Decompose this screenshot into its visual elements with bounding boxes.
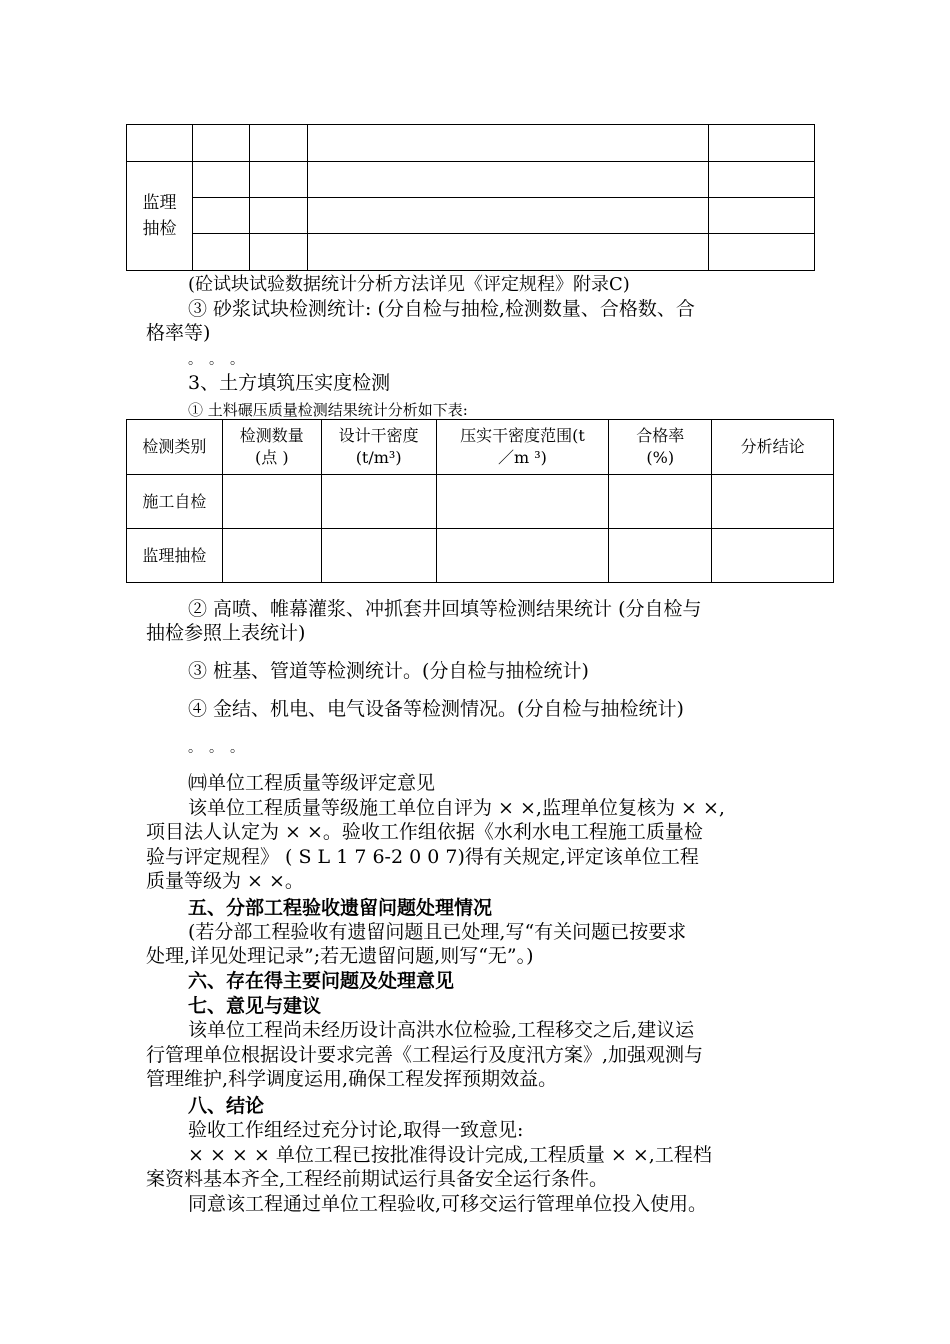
table-cell — [709, 162, 815, 198]
section7-text: 行管理单位根据设计要求完善《工程运行及度汛方案》,加强观测与 — [146, 1044, 704, 1066]
table-cell — [192, 125, 249, 162]
header-text: (t/m³) — [355, 448, 402, 467]
supervisor-check-label — [127, 162, 193, 271]
section4-text: 项目法人认定为 × ×。验收工作组依据《水利水电工程施工质量检 — [146, 821, 703, 843]
table-cell — [249, 198, 307, 234]
table-cell — [307, 234, 708, 271]
item3: ③ 桩基、管道等检测统计。(分自检与抽检统计) — [188, 660, 589, 682]
table-cell — [249, 162, 307, 198]
table-cell — [192, 234, 249, 271]
header-design-density — [321, 420, 436, 475]
item4: ④ 金结、机电、电气设备等检测情况。(分自检与抽检统计) — [188, 698, 684, 720]
header-text: 合格率 — [636, 426, 685, 445]
section8-text: × × × × 单位工程已按批准得设计完成,工程质量 × ×,工程档 — [188, 1144, 712, 1166]
table-cell — [709, 234, 815, 271]
header-density-range — [436, 420, 609, 475]
section6-title: 六、存在得主要问题及处理意见 — [188, 970, 455, 992]
inspection-table-top — [126, 124, 815, 271]
section4-text: 质量等级为 × ×。 — [146, 870, 304, 892]
header-text: 设计干密度 — [338, 426, 419, 445]
section4-text: 验与评定规程》 ( S L 1 7 6-2 0 0 7)得有关规定,评定该单位工程 — [146, 846, 699, 868]
table-cell — [709, 198, 815, 234]
section5-text: 处理,详见处理记录”;若无遗留问题,则写“无”。) — [146, 945, 534, 967]
earthwork-heading: 3、土方填筑压实度检测 — [188, 372, 391, 394]
section7-text: 管理维护,科学调度运用,确保工程发挥预期效益。 — [146, 1068, 558, 1090]
table-cell — [222, 529, 321, 583]
header-pass-rate — [609, 420, 712, 475]
header-text: ／m ³) — [497, 448, 547, 467]
item2-line1: ② 高喷、帷幕灌浆、冲抓套井回填等检测结果统计 (分自检与 — [188, 598, 702, 620]
table-cell — [307, 125, 708, 162]
header-text: (点 ) — [254, 448, 289, 467]
table-caption: ① 土料碾压质量检测结果统计分析如下表: — [188, 401, 468, 419]
item2-line2: 抽检参照上表统计) — [146, 622, 306, 644]
table-cell — [307, 198, 708, 234]
section8-text: 案资料基本齐全,工程经前期试运行具备安全运行条件。 — [146, 1168, 609, 1190]
section7-title: 七、意见与建议 — [188, 995, 322, 1017]
header-conclusion: 分析结论 — [712, 420, 834, 475]
header-category: 检测类别 — [127, 420, 223, 475]
table-cell — [436, 529, 609, 583]
section4-text: 该单位工程质量等级施工单位自评为 × ×,监理单位复核为 × ×, — [188, 797, 725, 819]
header-text: 压实干密度范围(t — [460, 426, 585, 445]
section8-text: 验收工作组经过充分讨论,取得一致意见: — [188, 1119, 524, 1141]
section8-title: 八、结论 — [188, 1095, 265, 1117]
mortar-stats-line2: 格率等) — [146, 322, 211, 344]
header-text: 检测数量 — [239, 426, 304, 445]
row-label-self-check: 施工自检 — [127, 475, 223, 529]
ellipsis: 。。。 — [188, 352, 258, 368]
table-cell — [712, 475, 834, 529]
table-cell — [436, 475, 609, 529]
section7-text: 该单位工程尚未经历设计高洪水位检验,工程移交之后,建议运 — [188, 1019, 695, 1041]
table-cell — [127, 125, 193, 162]
table-cell — [307, 162, 708, 198]
section5-title: 五、分部工程验收遗留问题处理情况 — [188, 897, 493, 919]
note-paragraph: (砼试块试验数据统计分析方法详见《评定规程》附录C) — [188, 274, 630, 295]
table-cell — [222, 475, 321, 529]
mortar-stats-line1: ③ 砂浆试块检测统计: (分自检与抽检,检测数量、合格数、合 — [188, 298, 695, 320]
header-text: (%) — [646, 448, 675, 467]
table-cell — [192, 198, 249, 234]
table-cell — [249, 234, 307, 271]
compaction-results-table — [126, 419, 834, 583]
label-line: 抽检 — [142, 219, 177, 239]
table-cell — [709, 125, 815, 162]
section4-title: ㈣单位工程质量等级评定意见 — [188, 772, 436, 794]
table-cell — [321, 475, 436, 529]
row-label-supervisor-check: 监理抽检 — [127, 529, 223, 583]
label-line: 监理 — [142, 193, 177, 213]
table-cell — [192, 162, 249, 198]
table-cell — [712, 529, 834, 583]
table-cell — [321, 529, 436, 583]
table-cell — [249, 125, 307, 162]
section8-text: 同意该工程通过单位工程验收,可移交运行管理单位投入使用。 — [188, 1193, 708, 1215]
section5-text: (若分部工程验收有遗留问题且已处理,写“有关问题已按要求 — [188, 921, 687, 943]
header-quantity — [222, 420, 321, 475]
table-cell — [609, 529, 712, 583]
ellipsis: 。。。 — [188, 740, 258, 756]
table-cell — [609, 475, 712, 529]
